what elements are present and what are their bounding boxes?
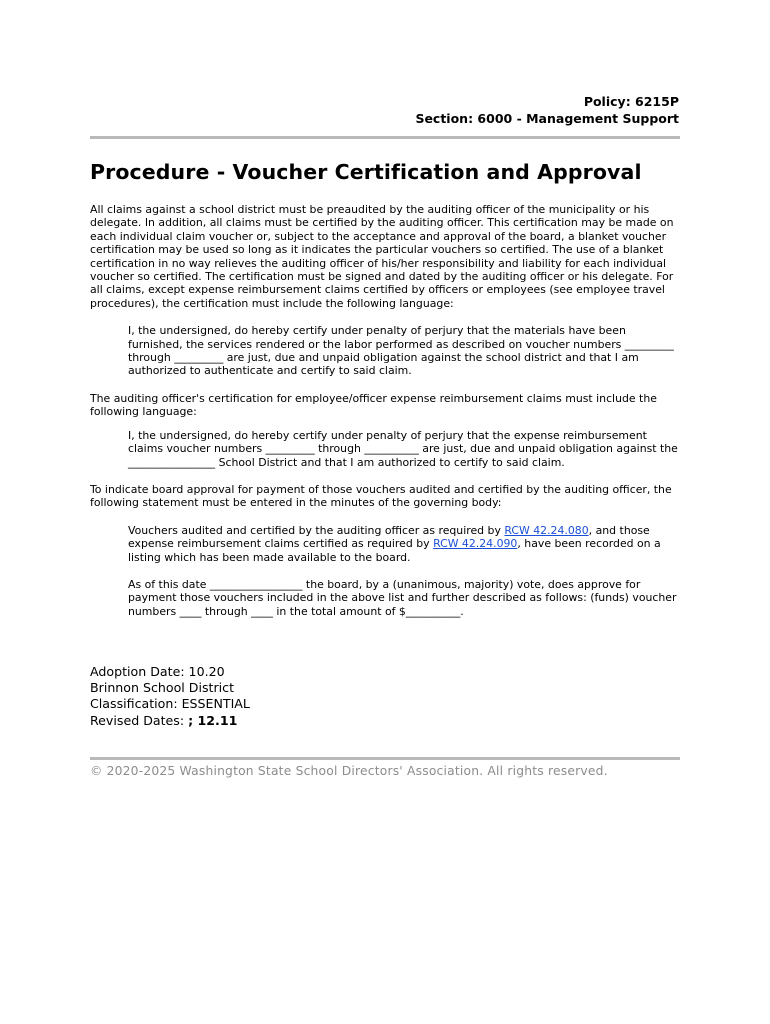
- certification-statement-expense: I, the undersigned, do hereby certify under penalty of perjury that the expense reimbursement claims voucher numbers _________ through __________ are just, due and unpaid obligation against the ________________ School District and that I am authorized to certify to said claim.: [128, 428, 678, 469]
- copyright-footer: © 2020-2025 Washington State School Directors' Association. All rights reserved.: [90, 764, 608, 778]
- policy-section: Section: 6000 - Management Support: [415, 111, 679, 126]
- rcw-42-24-080-link[interactable]: RCW 42.24.080: [504, 523, 589, 537]
- paragraph-expense-certification: The auditing officer's certification for employee/officer expense reimbursement claims must include the following language:: [90, 391, 657, 419]
- board-minutes-text-2: , and those expense reimbursement claims certified as required by: [128, 523, 650, 551]
- policy-number: Policy: 6215P: [583, 94, 679, 109]
- revised-dates-label: Revised Dates:: [90, 712, 189, 728]
- board-minutes-text-1: Vouchers audited and certified by the auditing officer as required by: [128, 523, 505, 537]
- board-approval-vote-statement: As of this date _________________ the board, by a (unanimous, majority) vote, does approve for payment those vouchers included in the above list and further described as follows: (funds) voucher numbers ____ through ____ in the total amount of $__________.: [128, 577, 677, 618]
- policy-metadata: [90, 664, 250, 729]
- rcw-42-24-090-link[interactable]: RCW 42.24.090: [433, 537, 518, 551]
- revised-dates-value: ; 12.11: [188, 712, 238, 728]
- classification: Classification: ESSENTIAL: [90, 696, 250, 712]
- certification-statement-claims: I, the undersigned, do hereby certify under penalty of perjury that the materials have been furnished, the services rendered or the labor performed as described on voucher numbers _________ through _________ are just, due and unpaid obligation against the school district and that I am authorized to authenticate and certify to said claim.: [128, 324, 674, 378]
- revised-dates: [90, 713, 250, 729]
- paragraph-preaudit: All claims against a school district must be preaudited by the auditing officer of the municipality or his delegate. In addition, all claims must be certified by the auditing officer. This certification may be made on each individual claim voucher or, subject to the acceptance and approval of the board, a blanket voucher certification may be used so long as it indicates the particular vouchers so certified. The use of a blanket certification in no way relieves the auditing officer of his/her responsibility and liability for each individual voucher so certified. The certification must be signed and dated by the auditing officer or his delegate. For all claims, except expense reimbursement claims certified by officers or employees (see employee travel procedures), the certification must include the following language:: [90, 203, 674, 310]
- header-divider: [90, 136, 680, 139]
- paragraph-board-approval: To indicate board approval for payment of those vouchers audited and certified by the auditing officer, the following statement must be entered in the minutes of the governing body:: [90, 482, 672, 510]
- board-minutes-statement: [128, 524, 682, 564]
- page-title: Procedure - Voucher Certification and Approval: [90, 160, 642, 184]
- procedure-body: [90, 203, 682, 632]
- adoption-date: Adoption Date: 10.20: [90, 664, 225, 679]
- board-minutes-text-3: , have been recorded on a listing which has been made available to the board.: [128, 537, 661, 564]
- district-name: Brinnon School District: [90, 680, 235, 696]
- policy-header: [415, 93, 679, 127]
- footer-divider: [90, 757, 680, 760]
